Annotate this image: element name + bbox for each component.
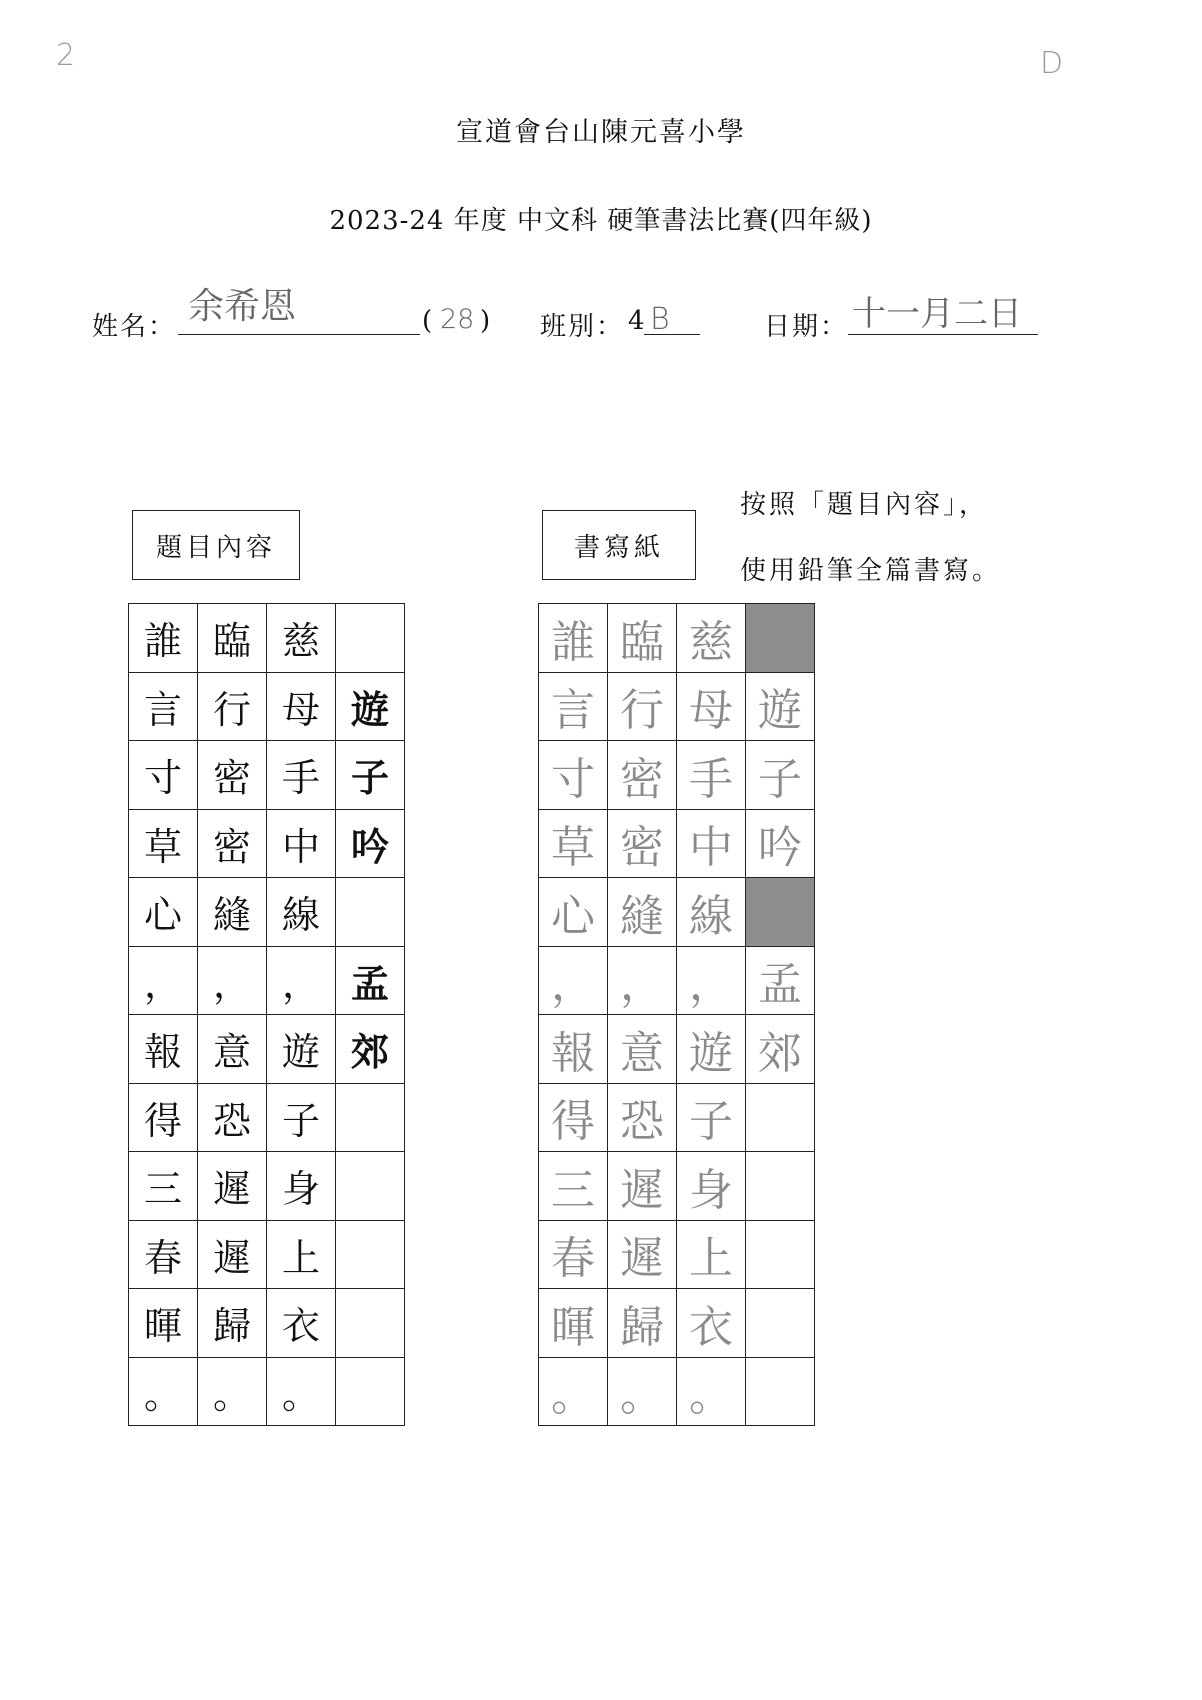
answer-cell: 寸: [539, 741, 608, 810]
reference-cell: 暉: [129, 1289, 198, 1358]
answer-cell: ，: [539, 947, 608, 1016]
answer-cell: 慈: [677, 604, 746, 673]
reference-label: 題目內容: [132, 510, 300, 580]
reference-cell: 遲: [198, 1221, 267, 1290]
answer-cell: [746, 604, 815, 673]
reference-cell: 密: [198, 741, 267, 810]
answer-cell: 意: [608, 1015, 677, 1084]
reference-cell: 線: [267, 878, 336, 947]
reference-cell: 遊: [336, 673, 405, 742]
answer-cell: [746, 1289, 815, 1358]
reference-cell: ，: [129, 947, 198, 1016]
reference-cell: 寸: [129, 741, 198, 810]
answer-cell: 衣: [677, 1289, 746, 1358]
reference-cell: 行: [198, 673, 267, 742]
reference-cell: 春: [129, 1221, 198, 1290]
corner-mark-right: D: [1040, 46, 1064, 81]
reference-cell: 遲: [198, 1152, 267, 1221]
answer-cell: 草: [539, 810, 608, 879]
instruction-line-1: 按照「題目內容」，: [740, 490, 989, 520]
answer-cell: 暉: [539, 1289, 608, 1358]
reference-cell: 密: [198, 810, 267, 879]
answer-cell: 吟: [746, 810, 815, 879]
reference-cell: 孟: [336, 947, 405, 1016]
number-value: 28: [440, 304, 475, 335]
reference-cell: 上: [267, 1221, 336, 1290]
answer-cell: 郊: [746, 1015, 815, 1084]
number-close: ): [480, 306, 493, 336]
reference-cell: 臨: [198, 604, 267, 673]
answer-cell: 子: [677, 1084, 746, 1153]
answer-cell: 線: [677, 878, 746, 947]
reference-cell: [336, 1084, 405, 1153]
reference-cell: 遊: [267, 1015, 336, 1084]
reference-cell: 縫: [198, 878, 267, 947]
reference-cell: 手: [267, 741, 336, 810]
corner-mark-left: 2: [56, 38, 76, 73]
answer-cell: 密: [608, 810, 677, 879]
reference-cell: 。: [129, 1358, 198, 1427]
answer-cell: [746, 878, 815, 947]
answer-cell: 子: [746, 741, 815, 810]
answer-grid: [538, 603, 815, 1426]
date-label: 日期：: [764, 312, 849, 342]
reference-cell: 吟: [336, 810, 405, 879]
answer-cell: [746, 1358, 815, 1427]
reference-cell: [336, 878, 405, 947]
answer-label: 書寫紙: [542, 510, 696, 580]
reference-cell: 。: [198, 1358, 267, 1427]
answer-cell: ，: [608, 947, 677, 1016]
reference-cell: 報: [129, 1015, 198, 1084]
reference-cell: 身: [267, 1152, 336, 1221]
answer-cell: 恐: [608, 1084, 677, 1153]
answer-cell: 。: [539, 1358, 608, 1427]
answer-cell: 報: [539, 1015, 608, 1084]
reference-cell: 誰: [129, 604, 198, 673]
answer-cell: 。: [608, 1358, 677, 1427]
name-label: 姓名：: [92, 312, 177, 342]
reference-cell: 子: [267, 1084, 336, 1153]
answer-cell: 孟: [746, 947, 815, 1016]
name-line: [178, 334, 420, 335]
reference-cell: [336, 1152, 405, 1221]
reference-grid: [128, 603, 405, 1426]
reference-cell: 心: [129, 878, 198, 947]
answer-cell: 上: [677, 1221, 746, 1290]
number-open: (: [422, 306, 435, 336]
competition-title: 2023-24 年度 中文科 硬筆書法比賽(四年級): [329, 206, 873, 236]
class-label: 班別：: [540, 312, 625, 342]
answer-cell: [746, 1084, 815, 1153]
reference-cell: 得: [129, 1084, 198, 1153]
reference-cell: ，: [267, 947, 336, 1016]
answer-cell: 遲: [608, 1152, 677, 1221]
reference-cell: [336, 1289, 405, 1358]
reference-cell: 恐: [198, 1084, 267, 1153]
answer-cell: 行: [608, 673, 677, 742]
answer-cell: 身: [677, 1152, 746, 1221]
reference-cell: ，: [198, 947, 267, 1016]
reference-cell: 草: [129, 810, 198, 879]
answer-cell: 誰: [539, 604, 608, 673]
answer-cell: 遊: [746, 673, 815, 742]
reference-cell: 三: [129, 1152, 198, 1221]
class-value: B: [650, 302, 670, 337]
reference-cell: 中: [267, 810, 336, 879]
answer-cell: 遲: [608, 1221, 677, 1290]
instruction-line-2: 使用鉛筆全篇書寫。: [740, 556, 1002, 586]
reference-cell: 母: [267, 673, 336, 742]
answer-cell: 母: [677, 673, 746, 742]
answer-cell: [746, 1152, 815, 1221]
answer-cell: 得: [539, 1084, 608, 1153]
reference-cell: 意: [198, 1015, 267, 1084]
answer-cell: 言: [539, 673, 608, 742]
reference-cell: [336, 1358, 405, 1427]
reference-cell: [336, 604, 405, 673]
answer-cell: [746, 1221, 815, 1290]
answer-cell: 三: [539, 1152, 608, 1221]
reference-cell: 衣: [267, 1289, 336, 1358]
answer-cell: 臨: [608, 604, 677, 673]
school-title: 宣道會台山陳元喜小學: [456, 117, 746, 148]
reference-cell: 歸: [198, 1289, 267, 1358]
reference-cell: [336, 1221, 405, 1290]
reference-cell: 慈: [267, 604, 336, 673]
answer-cell: 心: [539, 878, 608, 947]
name-value: 余希恩: [188, 286, 297, 327]
class-printed: 4: [628, 306, 647, 336]
date-value: 十一月二日: [852, 294, 1022, 334]
answer-cell: 中: [677, 810, 746, 879]
answer-cell: ，: [677, 947, 746, 1016]
answer-cell: 密: [608, 741, 677, 810]
reference-cell: 子: [336, 741, 405, 810]
reference-cell: 郊: [336, 1015, 405, 1084]
answer-cell: 春: [539, 1221, 608, 1290]
answer-cell: 。: [677, 1358, 746, 1427]
reference-cell: 言: [129, 673, 198, 742]
answer-cell: 歸: [608, 1289, 677, 1358]
answer-cell: 手: [677, 741, 746, 810]
reference-cell: 。: [267, 1358, 336, 1427]
answer-cell: 縫: [608, 878, 677, 947]
answer-cell: 遊: [677, 1015, 746, 1084]
